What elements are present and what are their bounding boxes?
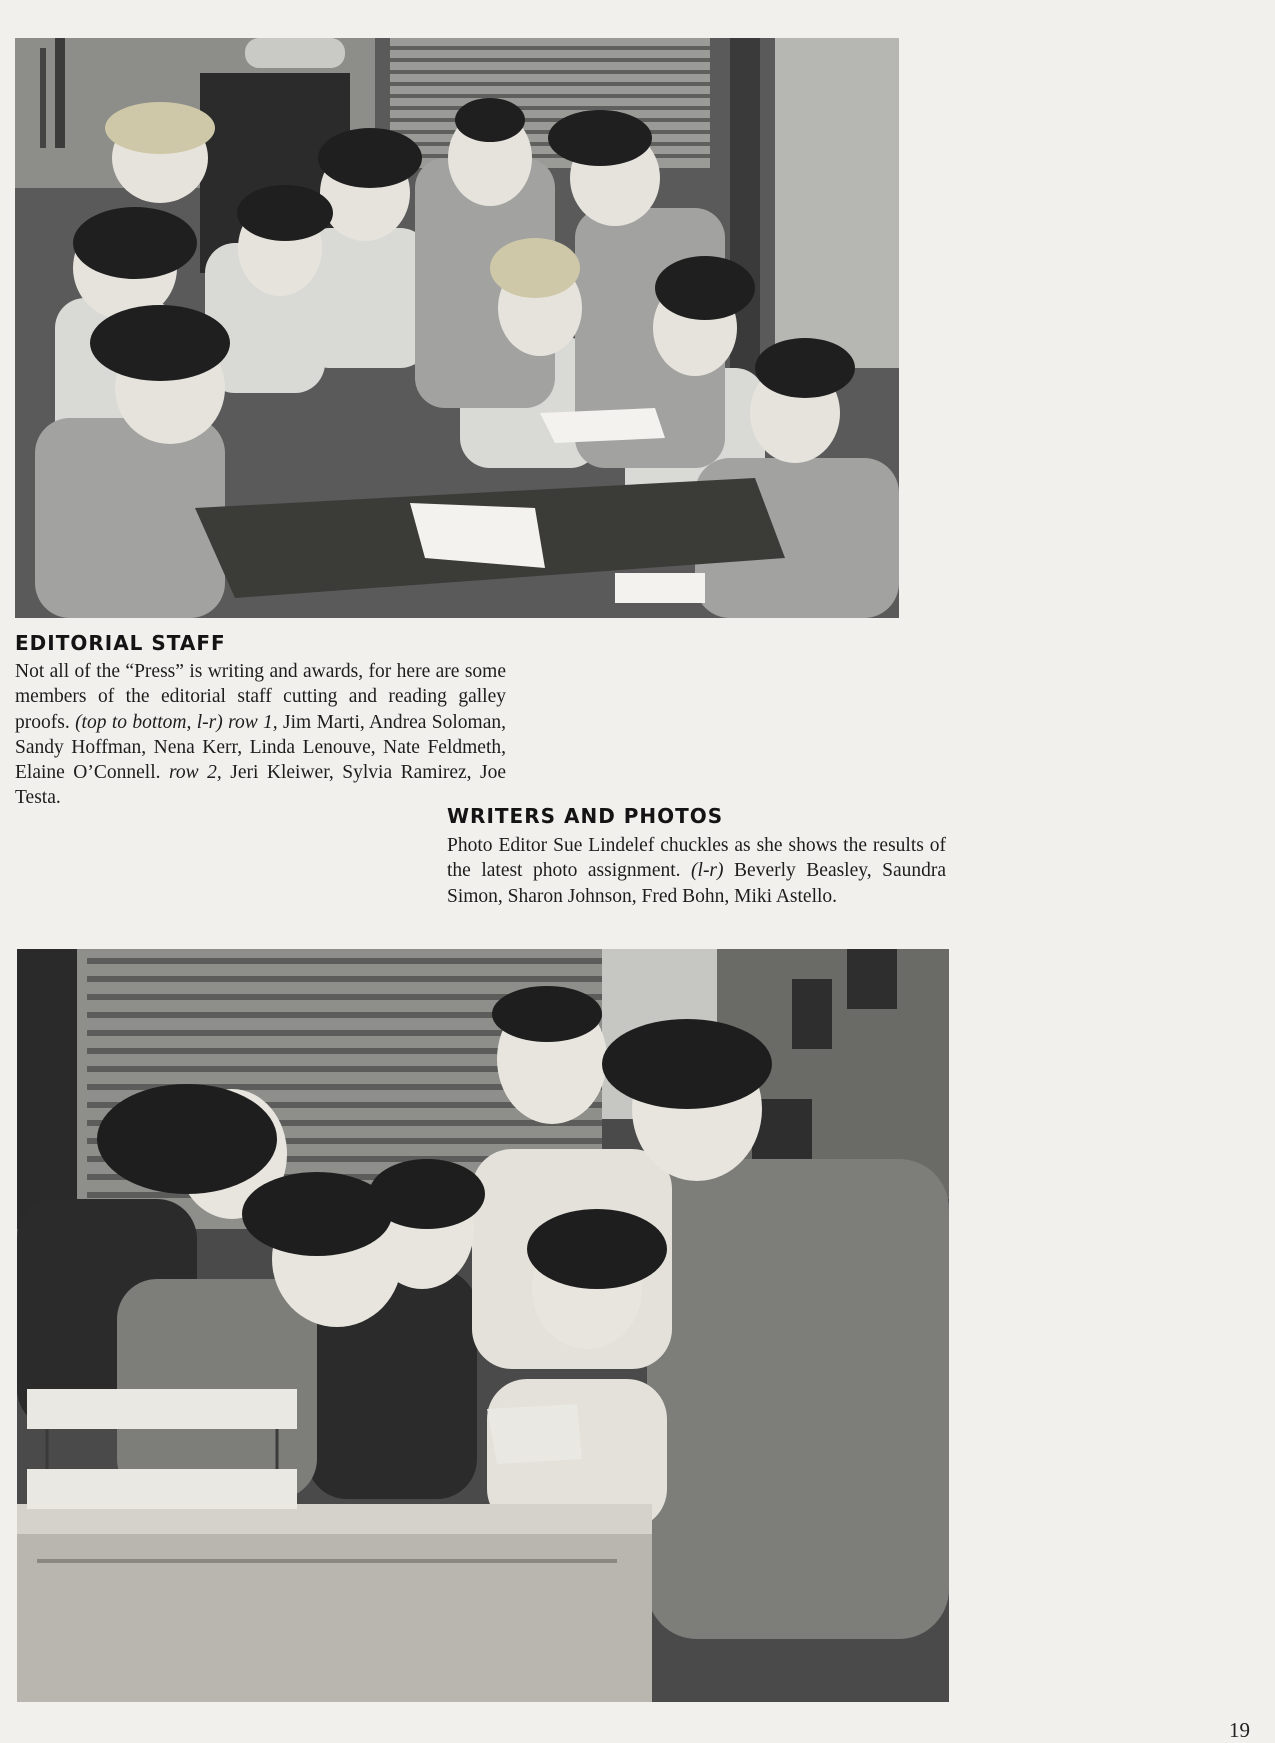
writers-and-photos-caption bbox=[447, 833, 946, 909]
editorial-staff-heading: EDITORIAL STAFF bbox=[15, 631, 226, 655]
editorial-caption-row2-label: row 2, bbox=[169, 762, 222, 784]
writers-caption-names: Beverly Beasley, Saundra Simon, Sharon Johnson, Fred Bohn, Miki Astello. bbox=[447, 860, 947, 907]
editorial-staff-photo bbox=[15, 38, 899, 618]
editorial-caption-row2-names: Jeri Kleiwer, Sylvia Ramirez, Joe Testa. bbox=[15, 762, 507, 809]
writers-and-photos-photo bbox=[17, 949, 949, 1702]
writers-caption-order-note: (l-r) bbox=[691, 860, 724, 882]
editorial-staff-caption bbox=[15, 659, 506, 811]
editorial-caption-intro: Not all of the “Press” is writing and awards, for here are some members of the editorial staff cutting and reading galley proofs. bbox=[15, 661, 506, 733]
editorial-caption-row1-names: Jim Marti, Andrea Soloman, Sandy Hoffman, Nena Kerr, Linda Lenouve, Nate Feldmeth, Elaine O’Connell. bbox=[15, 711, 506, 784]
editorial-caption-order-note: (top to bottom, l-r) row 1, bbox=[75, 711, 278, 733]
writers-and-photos-heading: WRITERS AND PHOTOS bbox=[447, 804, 724, 828]
page-number: 19 bbox=[1229, 1718, 1250, 1742]
writers-caption-intro: Photo Editor Sue Lindelef chuckles as she shows the results of the latest photo assignment. bbox=[447, 835, 946, 882]
